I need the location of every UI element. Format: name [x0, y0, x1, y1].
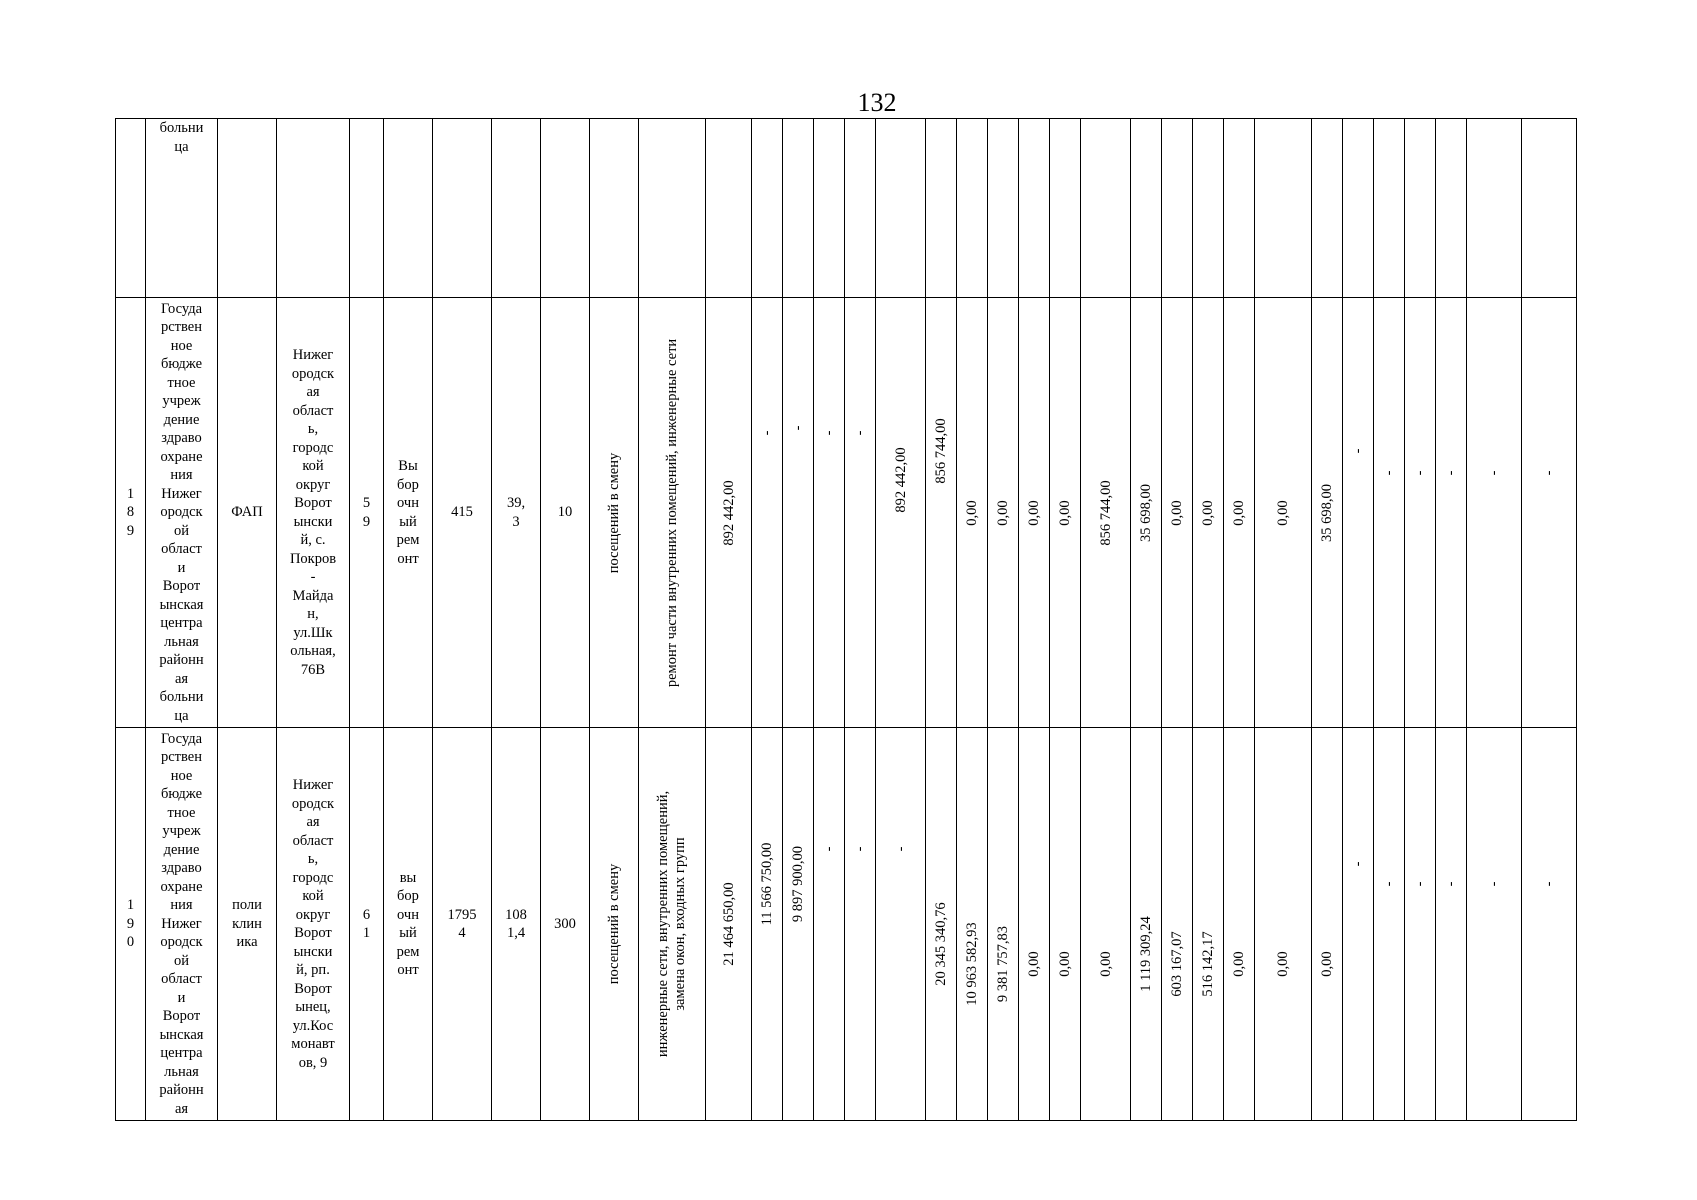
value-cell: 9 897 900,00: [789, 845, 806, 923]
total-cost: 892 442,00: [720, 479, 737, 546]
value-cell: -: [820, 846, 837, 852]
area-repair: 108 1,4: [492, 728, 541, 1121]
area-total: 1795 4: [433, 728, 492, 1121]
value-cell: -: [1540, 881, 1557, 887]
table-row: [116, 298, 1577, 728]
institution-name: Госуда рствен ное бюдже тное учреж дение здраво охране ния Нижег ородск ой област и Ворот ынская центра льная районн ая: [146, 728, 218, 1121]
value-cell: 0,00: [1318, 951, 1335, 977]
value-cell: 9 381 757,83: [994, 925, 1011, 1003]
table-row-carry-over: [116, 119, 1577, 298]
total-cost: 21 464 650,00: [720, 882, 737, 966]
value-cell: 0,00: [1168, 499, 1185, 526]
value-cell: 0,00: [1230, 499, 1247, 526]
repair-type: Вы бор очн ый рем онт: [384, 298, 433, 728]
value-cell: 0,00: [1025, 951, 1042, 977]
value-cell: -: [789, 425, 806, 430]
facility-type: ФАП: [218, 298, 277, 728]
value-cell: -: [892, 846, 909, 852]
facility-type: поли клин ика: [218, 728, 277, 1121]
value-cell: -: [1411, 881, 1428, 887]
works-description: инженерные сети, внутренних помещений, замена окон, входных групп: [655, 790, 688, 1058]
value-cell: -: [1349, 448, 1366, 453]
value-cell: 35 698,00: [1318, 483, 1335, 542]
capacity: 300: [541, 728, 590, 1121]
capacity-unit: посещений в смену: [605, 452, 622, 573]
objects-table: [115, 118, 1577, 1121]
value-cell: 0,00: [1097, 951, 1114, 977]
value-cell: 10 963 582,93: [963, 922, 980, 1006]
value-cell: 0,00: [963, 499, 980, 526]
value-cell: 856 744,00: [932, 417, 949, 484]
value-cell: -: [851, 846, 868, 852]
build-year: 6 1: [350, 728, 384, 1121]
value-cell: -: [1485, 470, 1502, 475]
institution-name-cont: больни ца: [159, 120, 204, 155]
capacity: 10: [541, 298, 590, 728]
value-cell: 0,00: [1274, 951, 1291, 977]
value-cell: 20 345 340,76: [932, 902, 949, 986]
area-total: 415: [433, 298, 492, 728]
page-number: 132: [857, 88, 897, 117]
value-cell: -: [1380, 470, 1397, 475]
value-cell: 516 142,17: [1199, 931, 1216, 997]
value-cell: -: [1442, 470, 1459, 475]
row-number: 1 9 0: [116, 728, 146, 1121]
value-cell: -: [1411, 470, 1428, 475]
address: Нижег ородск ая област ь, городс кой округ Ворот ынски й, рп. Ворот ынец, ул.Кос монавт ов, 9: [277, 728, 350, 1121]
capacity-unit: посещений в смену: [605, 863, 622, 985]
value-cell: 11 566 750,00: [758, 842, 775, 926]
value-cell: -: [1380, 881, 1397, 887]
value-cell: 603 167,07: [1168, 931, 1185, 997]
value-cell: -: [1485, 881, 1502, 887]
value-cell: 0,00: [1025, 499, 1042, 526]
repair-type: вы бор очн ый рем онт: [384, 728, 433, 1121]
value-cell: -: [1349, 861, 1366, 867]
value-cell: 0,00: [1199, 499, 1216, 526]
area-repair: 39, 3: [492, 298, 541, 728]
value-cell: 0,00: [1056, 499, 1073, 526]
value-cell: -: [1442, 881, 1459, 887]
value-cell: 0,00: [1056, 951, 1073, 977]
build-year: 5 9: [350, 298, 384, 728]
value-cell: 1 119 309,24: [1137, 916, 1154, 992]
value-cell: 0,00: [1230, 951, 1247, 977]
value-cell: 0,00: [1274, 499, 1291, 526]
institution-name: Госуда рствен ное бюдже тное учреж дение здраво охране ния Нижег ородск ой област и Ворот ынская центра льная районн ая больни ца: [146, 298, 218, 728]
works-description: ремонт части внутренних помещений, инженерные сети: [663, 338, 680, 687]
table-row: [116, 728, 1577, 1121]
value-cell: 892 442,00: [892, 446, 909, 513]
value-cell: 0,00: [994, 499, 1011, 526]
address: Нижег ородск ая област ь, городс кой округ Ворот ынски й, с. Покров - Майда н, ул.Шк ольная, 76В: [277, 298, 350, 728]
value-cell: 856 744,00: [1097, 479, 1114, 546]
value-cell: -: [1540, 470, 1557, 475]
value-cell: -: [820, 430, 837, 435]
value-cell: -: [758, 430, 775, 435]
row-number: 1 8 9: [116, 298, 146, 728]
value-cell: 35 698,00: [1137, 483, 1154, 542]
value-cell: -: [851, 430, 868, 435]
